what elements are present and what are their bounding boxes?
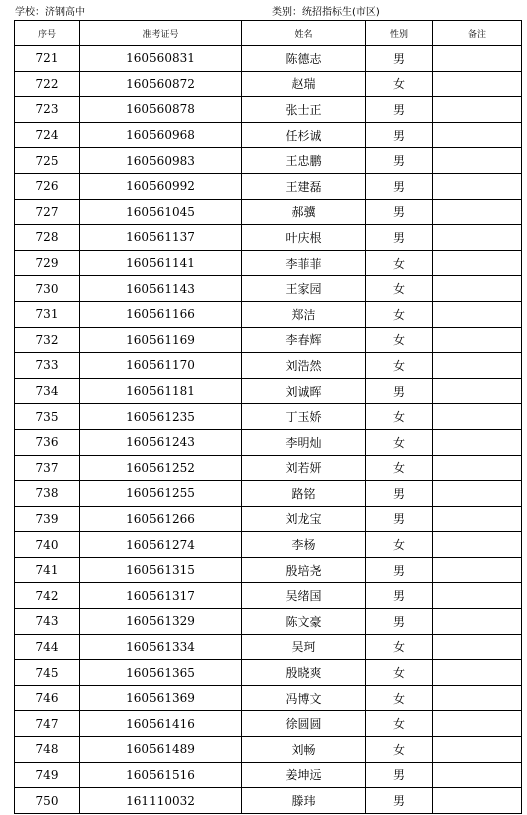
exam-id-cell: 160560831 [80,46,242,72]
remark-cell [433,327,522,353]
seq-cell: 735 [15,404,80,430]
remark-cell [433,788,522,814]
gender-cell: 女 [366,429,433,455]
name-cell: 王家园 [242,276,366,302]
gender-cell: 女 [366,711,433,737]
seq-cell: 749 [15,762,80,788]
remark-cell [433,250,522,276]
seq-cell: 722 [15,71,80,97]
exam-id-cell: 160561252 [80,455,242,481]
admission-roster-table [14,20,522,814]
header-gender: 性别 [366,21,433,46]
name-cell: 任杉诚 [242,122,366,148]
gender-cell: 女 [366,634,433,660]
remark-cell [433,97,522,123]
name-cell: 王建磊 [242,173,366,199]
name-cell: 丁玉娇 [242,404,366,430]
gender-cell: 男 [366,97,433,123]
gender-cell: 女 [366,276,433,302]
table-row [15,353,522,379]
exam-id-cell: 160561315 [80,557,242,583]
exam-id-cell: 160561243 [80,429,242,455]
table-body [15,46,522,814]
table-row [15,71,522,97]
remark-cell [433,276,522,302]
seq-cell: 726 [15,173,80,199]
name-cell: 李菲菲 [242,250,366,276]
name-cell: 刘诚晖 [242,378,366,404]
gender-cell: 男 [366,583,433,609]
header-name: 姓名 [242,21,366,46]
gender-cell: 男 [366,609,433,635]
remark-cell [433,532,522,558]
gender-cell: 女 [366,455,433,481]
exam-id-cell: 160560878 [80,97,242,123]
table-row [15,404,522,430]
table-row [15,378,522,404]
table-row [15,97,522,123]
gender-cell: 女 [366,737,433,763]
name-cell: 路铭 [242,481,366,507]
seq-cell: 732 [15,327,80,353]
exam-id-cell: 160561166 [80,301,242,327]
table-row [15,327,522,353]
remark-cell [433,762,522,788]
school-info [15,6,85,20]
exam-id-cell: 160561489 [80,737,242,763]
seq-cell: 746 [15,685,80,711]
seq-cell: 728 [15,225,80,251]
table-row [15,583,522,609]
category-label: 类别： [272,7,302,18]
table-row [15,46,522,72]
header-remark: 备注 [433,21,522,46]
name-cell: 殷晓爽 [242,660,366,686]
gender-cell: 女 [366,353,433,379]
name-cell: 陈德志 [242,46,366,72]
gender-cell: 男 [366,148,433,174]
table-row [15,532,522,558]
remark-cell [433,429,522,455]
table-row [15,250,522,276]
table-header [15,21,522,46]
remark-cell [433,609,522,635]
name-cell: 郑洁 [242,301,366,327]
seq-cell: 723 [15,97,80,123]
exam-id-cell: 160561416 [80,711,242,737]
gender-cell: 女 [366,250,433,276]
remark-cell [433,71,522,97]
name-cell: 吴绪国 [242,583,366,609]
exam-id-cell: 160560983 [80,148,242,174]
remark-cell [433,225,522,251]
table-row [15,711,522,737]
exam-id-cell: 161110032 [80,788,242,814]
remark-cell [433,481,522,507]
remark-cell [433,583,522,609]
seq-cell: 743 [15,609,80,635]
name-cell: 张士正 [242,97,366,123]
gender-cell: 女 [366,685,433,711]
name-cell: 陈文豪 [242,609,366,635]
table-row [15,737,522,763]
category-info [272,6,380,20]
exam-id-cell: 160561235 [80,404,242,430]
seq-cell: 739 [15,506,80,532]
remark-cell [433,557,522,583]
table-row [15,762,522,788]
exam-id-cell: 160561365 [80,660,242,686]
exam-id-cell: 160560872 [80,71,242,97]
remark-cell [433,122,522,148]
gender-cell: 女 [366,404,433,430]
table-row [15,788,522,814]
name-cell: 冯博文 [242,685,366,711]
seq-cell: 733 [15,353,80,379]
seq-cell: 740 [15,532,80,558]
gender-cell: 男 [366,46,433,72]
gender-cell: 男 [366,481,433,507]
remark-cell [433,378,522,404]
gender-cell: 女 [366,532,433,558]
seq-cell: 725 [15,148,80,174]
name-cell: 刘畅 [242,737,366,763]
exam-id-cell: 160560992 [80,173,242,199]
seq-cell: 750 [15,788,80,814]
header-row [15,21,522,46]
table-row [15,199,522,225]
header-exam-id: 准考证号 [80,21,242,46]
exam-id-cell: 160561045 [80,199,242,225]
seq-cell: 724 [15,122,80,148]
table-row [15,685,522,711]
exam-id-cell: 160561369 [80,685,242,711]
seq-cell: 745 [15,660,80,686]
remark-cell [433,46,522,72]
name-cell: 刘浩然 [242,353,366,379]
remark-cell [433,634,522,660]
exam-id-cell: 160560968 [80,122,242,148]
table-row [15,557,522,583]
remark-cell [433,353,522,379]
table-row [15,481,522,507]
table-row [15,634,522,660]
name-cell: 叶庆根 [242,225,366,251]
exam-id-cell: 160561317 [80,583,242,609]
table-row [15,301,522,327]
table-row [15,506,522,532]
name-cell: 李杨 [242,532,366,558]
seq-cell: 736 [15,429,80,455]
name-cell: 滕玮 [242,788,366,814]
gender-cell: 男 [366,378,433,404]
gender-cell: 男 [366,557,433,583]
seq-cell: 727 [15,199,80,225]
exam-id-cell: 160561169 [80,327,242,353]
seq-cell: 748 [15,737,80,763]
table-row [15,429,522,455]
remark-cell [433,685,522,711]
name-cell: 刘若妍 [242,455,366,481]
table-row [15,660,522,686]
table-row [15,225,522,251]
gender-cell: 男 [366,506,433,532]
seq-cell: 742 [15,583,80,609]
exam-id-cell: 160561170 [80,353,242,379]
remark-cell [433,737,522,763]
remark-cell [433,199,522,225]
table-row [15,173,522,199]
seq-cell: 737 [15,455,80,481]
gender-cell: 女 [366,301,433,327]
header-seq: 序号 [15,21,80,46]
remark-cell [433,301,522,327]
seq-cell: 741 [15,557,80,583]
table-row [15,609,522,635]
exam-id-cell: 160561516 [80,762,242,788]
school-name: 济钢高中 [45,7,85,18]
exam-id-cell: 160561274 [80,532,242,558]
gender-cell: 男 [366,173,433,199]
remark-cell [433,404,522,430]
seq-cell: 729 [15,250,80,276]
gender-cell: 女 [366,660,433,686]
name-cell: 姜坤远 [242,762,366,788]
name-cell: 郝骥 [242,199,366,225]
gender-cell: 男 [366,225,433,251]
name-cell: 赵瑞 [242,71,366,97]
remark-cell [433,148,522,174]
table-row [15,455,522,481]
name-cell: 李明灿 [242,429,366,455]
seq-cell: 747 [15,711,80,737]
exam-id-cell: 160561334 [80,634,242,660]
seq-cell: 738 [15,481,80,507]
gender-cell: 男 [366,762,433,788]
seq-cell: 744 [15,634,80,660]
exam-id-cell: 160561266 [80,506,242,532]
name-cell: 徐圆圆 [242,711,366,737]
remark-cell [433,711,522,737]
table-row [15,276,522,302]
remark-cell [433,506,522,532]
exam-id-cell: 160561137 [80,225,242,251]
table-row [15,122,522,148]
exam-id-cell: 160561141 [80,250,242,276]
table-row [15,148,522,174]
gender-cell: 男 [366,788,433,814]
name-cell: 李春辉 [242,327,366,353]
seq-cell: 731 [15,301,80,327]
document-header [0,6,527,20]
school-label: 学校： [15,7,45,18]
name-cell: 吴珂 [242,634,366,660]
name-cell: 刘龙宝 [242,506,366,532]
exam-id-cell: 160561181 [80,378,242,404]
exam-id-cell: 160561255 [80,481,242,507]
exam-id-cell: 160561329 [80,609,242,635]
gender-cell: 男 [366,199,433,225]
exam-id-cell: 160561143 [80,276,242,302]
remark-cell [433,455,522,481]
seq-cell: 734 [15,378,80,404]
seq-cell: 730 [15,276,80,302]
name-cell: 王忠鹏 [242,148,366,174]
category-value: 统招指标生(市区) [302,7,380,18]
name-cell: 殷培尧 [242,557,366,583]
gender-cell: 女 [366,71,433,97]
gender-cell: 男 [366,122,433,148]
remark-cell [433,660,522,686]
remark-cell [433,173,522,199]
seq-cell: 721 [15,46,80,72]
gender-cell: 女 [366,327,433,353]
